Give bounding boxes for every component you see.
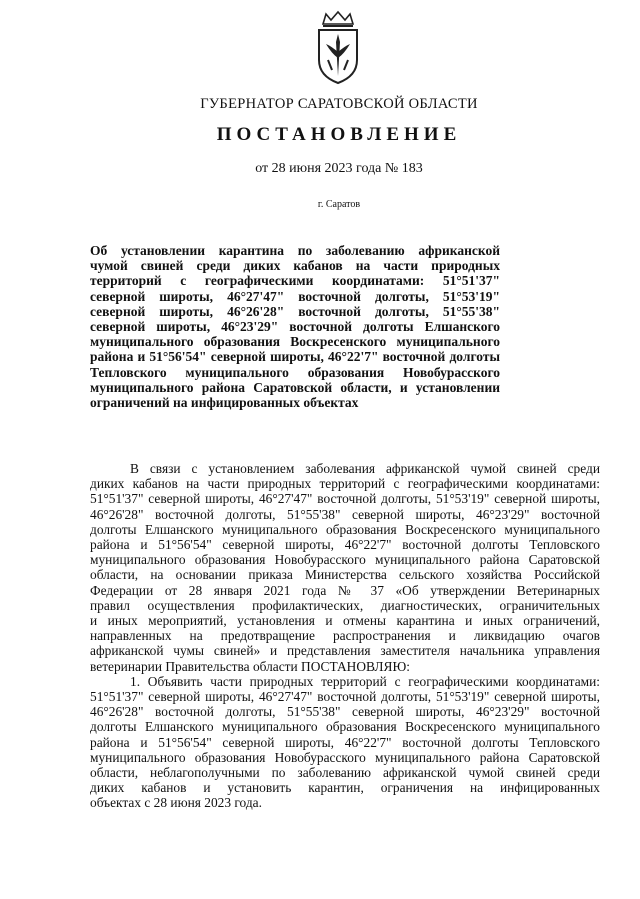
body-line: области, на основании приказа Министерства сельского хозяйства Российской [90, 567, 600, 583]
title-line: района и 51°56'54" северной широты, 46°22'7" восточной долготы [90, 349, 500, 365]
body-line: 1. Объявить части природных территорий с географическими координатами: [130, 673, 600, 689]
body-line: диких кабанов и установить карантин, ограничения на инфицированных [90, 780, 600, 796]
document-place: г. Саратов [317, 199, 361, 210]
title-line: чумой свиней среди диких кабанов на части природных [90, 258, 500, 274]
body-line: 46°26'28" восточной долготы, 51°55'38" северной широты, 46°23'29" восточной [90, 506, 600, 522]
title-line: Тепловского муниципального образования Новобурасского [90, 364, 500, 380]
title-line: Об установлении карантина по заболеванию африканской [90, 243, 500, 258]
body-line: 51°51'37" северной широты, 46°27'47" восточной долготы, 51°53'19" северной широты, [90, 689, 600, 705]
body-line: объектах с 28 июня 2023 года. [90, 795, 262, 811]
body-line: 46°26'28" восточной долготы, 51°55'38" северной широты, 46°23'29" восточной [90, 704, 600, 720]
title-line: муниципального образования Воскресенского муниципального [90, 334, 500, 350]
body-line: правил осуществления профилактических, диагностических, ограничительных [90, 597, 600, 613]
title-line: муниципального района Саратовской области, и установлении [90, 379, 500, 395]
document-body [90, 461, 600, 811]
document-title [90, 243, 500, 410]
title-line: территорий с географическими координатами: 51°51'37" [90, 273, 500, 289]
body-line: африканской чумы свиней» и представления заместителя начальника управления [90, 643, 600, 659]
body-line: ветеринарии Правительства области ПОСТАНОВЛЯЮ: [90, 658, 410, 674]
body-line: диких кабанов на части природных территорий с географическими координатами: [90, 476, 600, 492]
body-line: В связи с установлением заболевания африканской чумой свиней среди [130, 461, 600, 476]
document-type: ПОСТАНОВЛЕНИЕ [216, 124, 462, 145]
body-line: района и 51°56'54" северной широты, 46°22'7" восточной долготы Тепловского [90, 734, 600, 750]
body-line: Федерации от 28 января 2021 года № 37 «Об утверждении Ветеринарных [90, 582, 600, 598]
body-line: долготы Елшанского муниципального образования Воскресенского муниципального [90, 719, 600, 735]
body-line: и иных мероприятий, установления и отмены карантина и иных ограничений, [90, 613, 600, 629]
body-line: области, неблагополучными по заболеванию африканской чумой свиней среди [90, 765, 600, 781]
title-line: северной широты, 46°23'29" восточной долготы Елшанского [90, 319, 500, 335]
body-line: района и 51°56'54" северной широты, 46°22'7" восточной долготы Тепловского [90, 537, 600, 553]
body-line: 51°51'37" северной широты, 46°27'47" восточной долготы, 51°53'19" северной широты, [90, 491, 600, 507]
title-line: северной широты, 46°26'28" восточной долготы, 51°55'38" [90, 303, 500, 319]
issuing-authority: ГУБЕРНАТОР САРАТОВСКОЙ ОБЛАСТИ [200, 96, 478, 112]
title-line: ограничений на инфицированных объектах [90, 395, 359, 411]
body-line: направленных на предотвращение распространения и ликвидацию очагов [90, 628, 600, 644]
body-line: долготы Елшанского муниципального образования Воскресенского муниципального [90, 521, 600, 537]
title-line: северной широты, 46°27'47" восточной долготы, 51°53'19" [90, 288, 500, 304]
coat-of-arms-icon [313, 10, 363, 85]
body-line: муниципального образования Новобурасского муниципального района Саратовской [90, 749, 600, 765]
document-date-number: от 28 июня 2023 года № 183 [255, 161, 423, 176]
body-line: муниципального образования Новобурасского муниципального района Саратовской [90, 552, 600, 568]
